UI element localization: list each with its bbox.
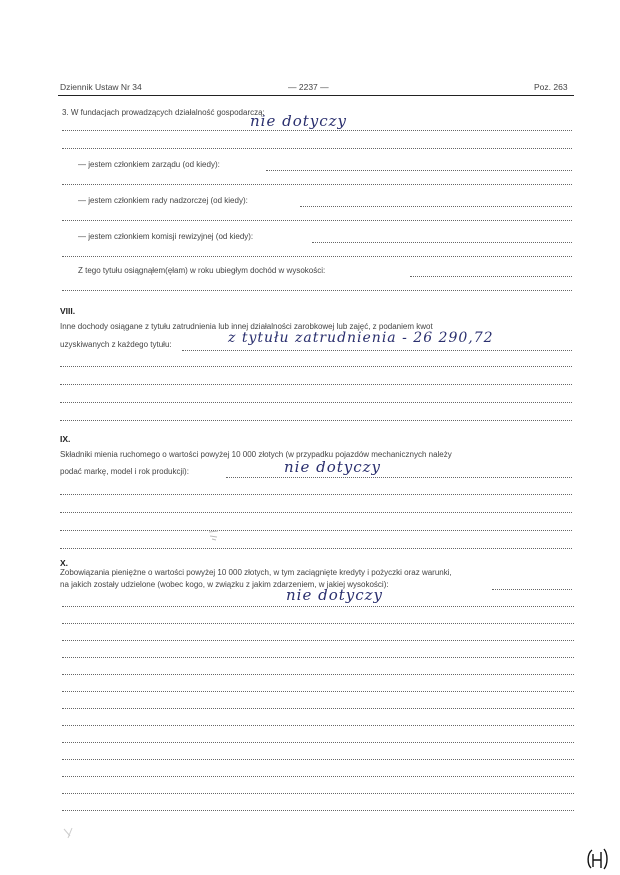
dotted-line: [62, 130, 572, 131]
dotted-line: [300, 206, 572, 207]
dotted-line: [62, 148, 572, 149]
dotted-line: [60, 512, 572, 513]
dotted-line: [60, 494, 572, 495]
dotted-line: [60, 420, 572, 421]
section-viii-text: Inne dochody osiągane z tytułu zatrudnienia lub innej działalności zarobkowej lub zajęć, z podaniem kwot: [60, 322, 433, 331]
section-ix-text-2: podać markę, model i rok produkcji):: [60, 467, 189, 476]
income-label: Z tego tytułu osiągnąłem(ęłam) w roku ubiegłym dochód w wysokości:: [78, 266, 326, 275]
dotted-line: [62, 184, 572, 185]
section-x-answer: nie dotyczy: [286, 586, 384, 604]
item3-label: 3. W fundacjach prowadzących działalność gospodarczą:: [62, 108, 265, 117]
section-x-number: X.: [60, 558, 69, 568]
section-ix-number: IX.: [60, 434, 71, 444]
position-number: Poz. 263: [534, 82, 568, 92]
section-x-text-2: na jakich zostały udzielone (wobec kogo, w związku z jakim zdarzeniem, w jakiej wysokości):: [60, 580, 389, 589]
dotted-line: [62, 674, 574, 675]
dotted-line: [62, 290, 572, 291]
dotted-line: [62, 640, 574, 641]
dotted-line: [62, 793, 574, 794]
dotted-line: [62, 759, 574, 760]
item3-answer: nie dotyczy: [250, 112, 348, 130]
dotted-line: [410, 276, 572, 277]
dotted-line: [62, 256, 572, 257]
section-ix-text: Składniki mienia ruchomego o wartości powyżej 10 000 złotych (w przypadku pojazdów mechanicznych należy: [60, 450, 452, 459]
scan-mark: [62, 826, 78, 840]
dotted-line: [182, 350, 572, 351]
dotted-line: [60, 384, 572, 385]
board-member-label: — jestem członkiem zarządu (od kiedy):: [78, 160, 220, 169]
dotted-line: [60, 548, 572, 549]
dotted-line: [266, 170, 572, 171]
initials-signature: [584, 846, 610, 872]
dotted-line: [62, 691, 574, 692]
dotted-line: [62, 810, 574, 811]
dotted-line: [62, 606, 574, 607]
section-viii-text-2: uzyskiwanych z każdego tytułu:: [60, 340, 172, 349]
section-ix-answer: nie dotyczy: [284, 458, 382, 476]
journal-title: Dziennik Ustaw Nr 34: [60, 82, 142, 92]
audit-committee-label: — jestem członkiem komisji rewizyjnej (od kiedy):: [78, 232, 254, 241]
dotted-line: [62, 220, 572, 221]
scan-mark: [206, 528, 222, 542]
dotted-line: [62, 657, 574, 658]
section-x-text: Zobowiązania pieniężne o wartości powyżej 10 000 złotych, w tym zaciągnięte kredyty i pożyczki oraz warunki,: [60, 568, 452, 577]
dotted-line: [62, 742, 574, 743]
dotted-line: [62, 623, 574, 624]
dotted-line: [62, 776, 574, 777]
dotted-line: [226, 477, 572, 478]
dotted-line: [62, 708, 574, 709]
header-rule: [58, 95, 574, 96]
supervisory-board-label: — jestem członkiem rady nadzorczej (od kiedy):: [78, 196, 248, 205]
dotted-line: [60, 530, 572, 531]
dotted-line: [312, 242, 572, 243]
dotted-line: [60, 366, 572, 367]
dotted-line: [62, 725, 574, 726]
dotted-line: [60, 402, 572, 403]
page-number: — 2237 —: [288, 82, 329, 92]
section-viii-number: VIII.: [60, 306, 76, 316]
dotted-line: [492, 589, 572, 590]
section-viii-answer: z tytułu zatrudnienia - 26 290,72: [228, 330, 494, 346]
